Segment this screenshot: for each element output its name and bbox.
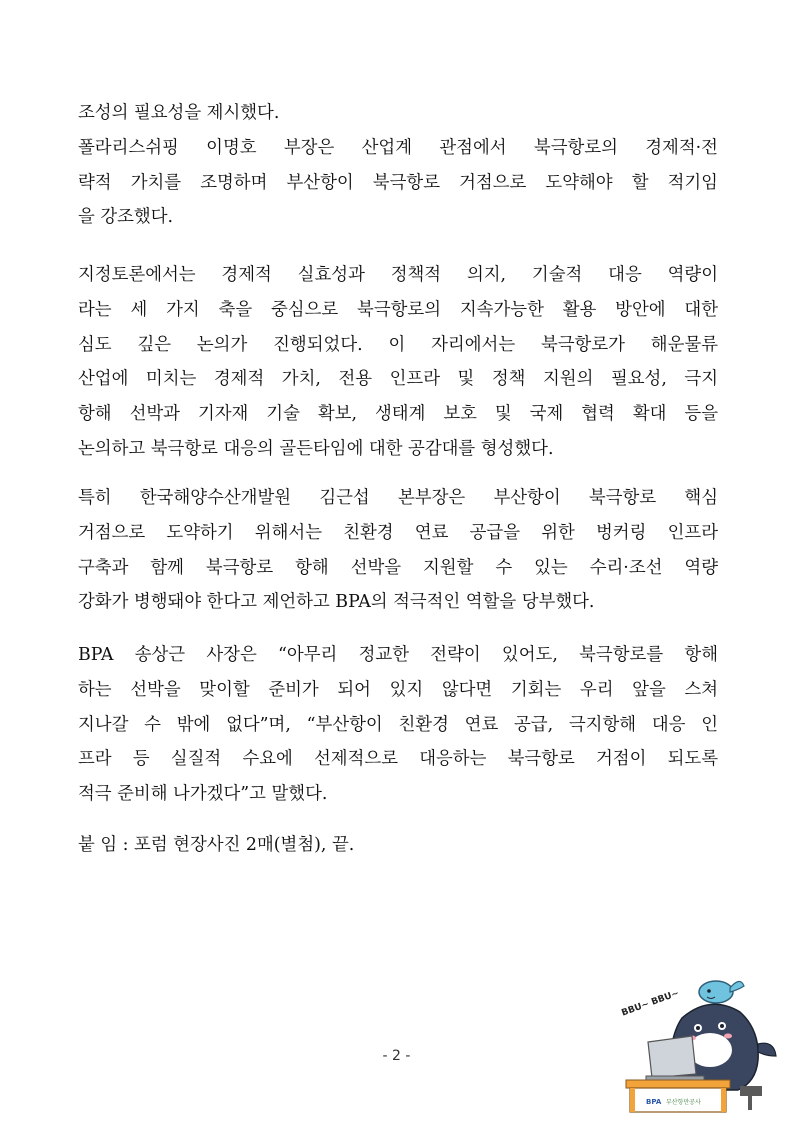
text-line: 거점으로 도약하기 위해서는 친환경 연료 공급을 위한 벙커링 인프라: [78, 522, 718, 543]
text-line: 구축과 함께 북극항로 항해 선박을 지원할 수 있는 수리·조선 역량: [78, 557, 718, 578]
text-line: 라는 세 가지 축을 중심으로 북극항로의 지속가능한 활용 방안에 대한: [78, 299, 718, 320]
text-line: 심도 깊은 논의가 진행되었다. 이 자리에서는 북극항로가 해운물류: [78, 334, 718, 355]
text-line: 을 강조했다.: [78, 207, 174, 228]
text-line: 하는 선박을 맞이할 준비가 되어 있지 않다면 기회는 우리 앞을 스쳐: [78, 679, 718, 700]
paragraph-2: [78, 258, 718, 467]
text-line: 특히 한국해양수산개발원 김근섭 본부장은 부산항이 북극항로 핵심: [78, 488, 718, 508]
text-line: 프라 등 실질적 수요에 선제적으로 대응하는 북극항로 거점이 되도록: [78, 749, 718, 770]
whale-mascot-icon: [612, 966, 782, 1114]
mascot-speech-text: BBU~ BBU~: [620, 988, 681, 1019]
text-line: 지나갈 수 밖에 없다”며, “부산항이 친환경 연료 공급, 극지항해 대응 인: [78, 714, 718, 735]
laptop-sub-text: 부산항만공사: [666, 1099, 701, 1106]
text-line: 폴라리스쉬핑 이명호 부장은 산업계 관점에서 북극항로의 경제적·전: [78, 137, 718, 158]
text-line: 조성의 필요성을 제시했다.: [78, 103, 280, 123]
text-line: 항해 선박과 기자재 기술 확보, 생태계 보호 및 국제 협력 확대 등을: [78, 404, 718, 425]
paragraph-4: [78, 638, 718, 812]
page-number: - 2 -: [382, 1048, 411, 1064]
paragraph-1: [78, 96, 718, 235]
text-line: 지정토론에서는 경제적 실효성과 정책적 의지, 기술적 대응 역량이: [78, 265, 718, 285]
text-line: 적극 준비해 나가겠다”고 말했다.: [78, 784, 328, 805]
text-line: 논의하고 북극항로 대응의 골든타임에 대한 공감대를 형성했다.: [78, 438, 554, 459]
text-line: 붙 임 : 포럼 현장사진 2매(별첨), 끝.: [78, 835, 355, 855]
laptop-logo-text: BPA: [646, 1098, 662, 1106]
text-line: 략적 가치를 조명하며 부산항이 북극항로 거점으로 도약해야 할 적기임: [78, 172, 718, 193]
text-line: BPA 송상근 사장은 “아무리 정교한 전략이 있어도, 북극항로를 항해: [78, 645, 718, 665]
text-line: 산업에 미치는 경제적 가치, 전용 인프라 및 정책 지원의 필요성, 극지: [78, 369, 718, 390]
paragraph-3: [78, 481, 718, 620]
attachment-note: [78, 828, 718, 863]
text-line: 강화가 병행돼야 한다고 제언하고 BPA의 적극적인 역할을 당부했다.: [78, 592, 595, 613]
